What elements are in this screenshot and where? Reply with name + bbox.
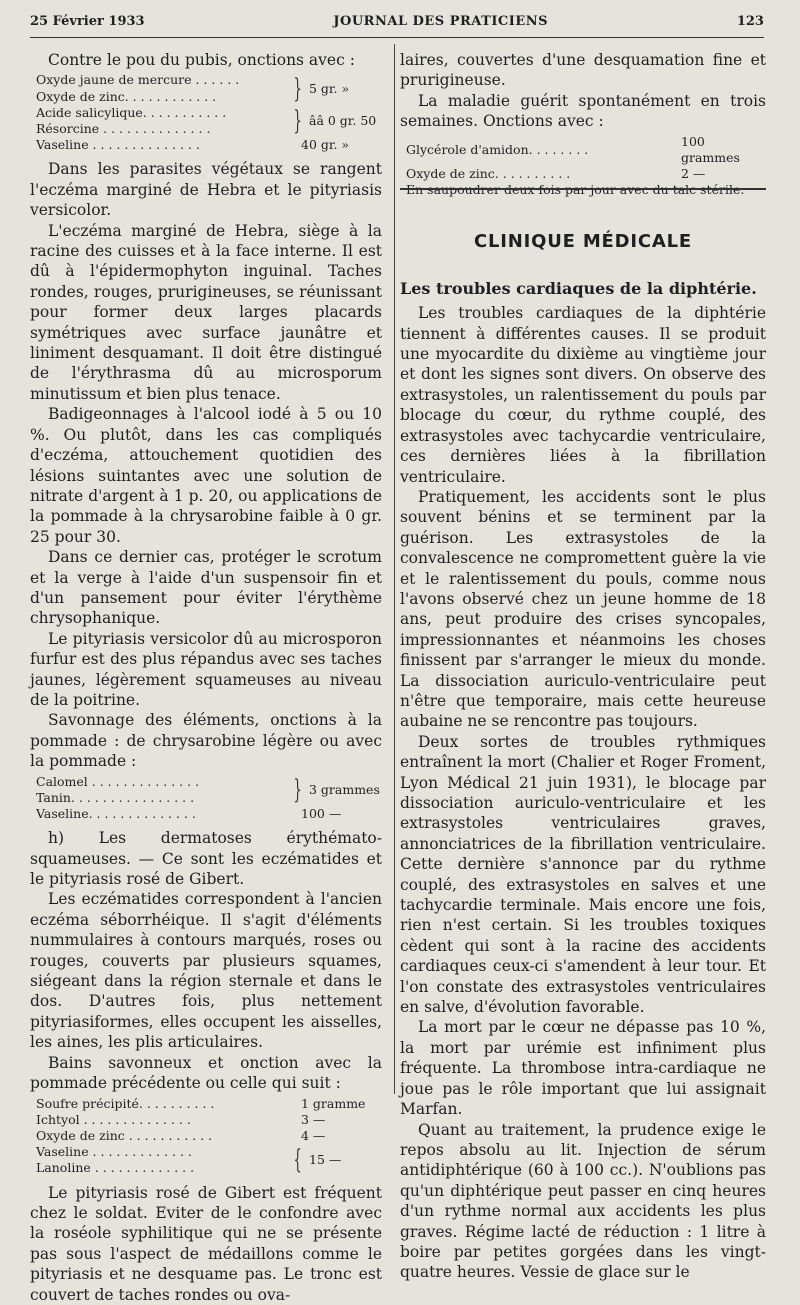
formula-dose: 2 — xyxy=(681,166,706,182)
formula-ingredient: Soufre précipité. . . . . . . . . . xyxy=(36,1095,215,1111)
formula-ingredient: Oxyde de zinc . . . . . . . . . . . xyxy=(36,1127,213,1143)
header-rule xyxy=(30,37,764,38)
header-page-number: 123 xyxy=(736,14,764,29)
paragraph: Deux sortes de troubles rythmiques entraînent la mort (Chalier et Roger Froment, Lyon Médical 21 juin 1931), le blocage par dissociation auriculo-ventriculaire et les extrasystoles ventriculaires graves, annonciatrices de la fibrillation ventriculaire. Cette dernière s'annonce par du rythme couplé, des extrasystoles en salves et une tachycardie terminale. Mais encore une fois, rien n'est certain. Si les troubles toxiques cèdent qui sont à la racine des accidents cardiaques ceux-ci s'amendent à leur tour. Et l'on constate des extrasystoles ventriculaires en salve, d'évolution favorable. xyxy=(400,732,766,1017)
formula-ingredient: Résorcine . . . . . . . . . . . . . . xyxy=(36,121,211,137)
paragraph: Dans les parasites végétaux se rangent l'eczéma marginé de Hebra et le pityriasis versicolor. xyxy=(30,160,382,220)
formula-dose: 5 gr. » xyxy=(309,80,350,96)
paragraph: Le pityriasis versicolor dû au microsporon furfur est des plus répandus avec ses taches jaunes, légèrement squameuses au niveau de la poitrine. xyxy=(30,629,382,709)
page-header xyxy=(30,14,764,36)
formula-dose: 100 grammes xyxy=(681,133,740,165)
paragraph: Quant au traitement, la prudence exige le repos absolu au lit. Injection de sérum antidiphtérique (60 à 100 cc.). N'oublions pas qu'un diphtérique peut passer en cinq heures d'un rythme normal aux accidents les plus graves. Régime lacté de réduction : 1 litre à boire par petites gorgées dans les vingt-quatre heures. Vessie de glace sur le xyxy=(400,1120,766,1282)
formula-ingredient: Oxyde jaune de mercure . . . . . . xyxy=(36,72,240,88)
formula-group xyxy=(36,774,382,806)
paragraph: Contre le pou du pubis, onctions avec : xyxy=(48,51,355,69)
formula-row xyxy=(36,806,382,822)
prescription-formula xyxy=(36,774,382,823)
paragraph: Badigeonnages à l'alcool iodé à 5 ou 10 %. Ou plutôt, dans les cas compliqués d'eczéma, attouchement quotidien des lésions suintantes avec une solution de nitrate d'argent à 1 p. 20, ou applications de la pommade à la chrysarobine faible à 0 gr. 25 pour 30. xyxy=(30,405,382,546)
paragraph: Dans ce dernier cas, protéger le scrotum et la verge à l'aide d'un suspensoir fin et d'un pansement pour éviter l'érythème chrysophanique. xyxy=(30,548,382,628)
formula-ingredient: Tanin. . . . . . . . . . . . . . . . xyxy=(36,789,195,805)
header-date: 25 Février 1933 xyxy=(30,14,145,29)
formula-ingredient: Vaseline . . . . . . . . . . . . . . xyxy=(36,137,200,153)
formula-dose: 15 — xyxy=(309,1152,342,1168)
brace: } xyxy=(293,106,302,137)
paragraph: Savonnage des éléments, onctions à la pommade : de chrysarobine légère ou avec la pommade : xyxy=(30,711,382,771)
brace: } xyxy=(293,73,302,104)
column-divider xyxy=(394,44,395,1094)
formula-group xyxy=(36,72,382,104)
formula-ingredient: Calomel . . . . . . . . . . . . . . xyxy=(36,773,200,789)
paragraph: h) Les dermatoses érythémato-squameuses. — Ce sont les eczématides et le pityriasis rosé de Gibert. xyxy=(30,829,382,889)
formula-note: En saupoudrer deux fois par jour avec du talc stérile. xyxy=(406,182,745,198)
formula-dose: 3 — xyxy=(301,1111,326,1127)
formula-dose: 40 gr. » xyxy=(301,137,350,153)
formula-dose: 4 — xyxy=(301,1127,326,1143)
paragraph: La mort par le cœur ne dépasse pas 10 %, la mort par urémie est infiniment plus fréquente. La thrombose intra-cardiaque ne joue pas le rôle important que lui assignait Marfan. xyxy=(400,1018,766,1119)
paragraph: L'eczéma marginé de Hebra, siège à la racine des cuisses et à la face interne. Il est dû à l'épidermophyton inguinal. Taches rondes, rouges, prurigineuses, se réunissant pour former deux larges placards symétriques avec surface jaunâtre et liniment desquamant. Il doit être distingué de l'érythrasma dû au microsporum minutissum et bien plus tenace. xyxy=(30,221,382,403)
paragraph: Le pityriasis rosé de Gibert est fréquent chez le soldat. Eviter de le confondre avec la roséole syphilitique qui ne se présente pas sous l'aspect de médaillons comme le pityriasis et ne desquame pas. Le tronc est couvert de taches rondes ou ova- xyxy=(30,1183,382,1304)
brace: } xyxy=(293,774,302,805)
formula-ingredient: Lanoline . . . . . . . . . . . . . xyxy=(36,1160,195,1176)
right-column xyxy=(400,50,766,1283)
header-journal-title: JOURNAL DES PRATICIENS xyxy=(333,14,549,29)
formula-group xyxy=(36,105,382,137)
paragraph: Les eczématides correspondent à l'ancien eczéma séborrhéique. Il s'agit d'éléments nummulaires à contours marqués, roses ou rouges, couverts par plusieurs squames, siégeant dans la région sternale et dans le dos. D'autres fois, plus nettement pityriasiformes, elles occupent les aisselles, les aines, les plis articulaires. xyxy=(30,890,382,1052)
formula-ingredient: Acide salicylique. . . . . . . . . . . xyxy=(36,104,227,120)
brace: { xyxy=(293,1145,302,1176)
formula-dose: 100 — xyxy=(301,806,342,822)
formula-row xyxy=(36,1128,382,1144)
formula-ingredient: Glycérole d'amidon. . . . . . . . xyxy=(406,141,589,157)
paragraph: Les troubles cardiaques de la diphtérie tiennent à différentes causes. Il se produit une myocardite du dixième au vingtième jour et dont les signes sont divers. On observe des extrasystoles, un ralentissement du pouls par blocage du cœur, du rythme couplé, des extrasystoles avec tachycardie ventriculaire, ces dernières liées à la fibrillation ventriculaire. xyxy=(400,304,766,486)
formula-dose: 3 grammes xyxy=(309,781,380,797)
section-rule xyxy=(400,188,766,190)
paragraph: La maladie guérit spontanément en trois semaines. Onctions avec : xyxy=(400,91,766,131)
formula-ingredient: Vaseline. . . . . . . . . . . . . . xyxy=(36,806,196,822)
formula-row xyxy=(406,166,766,182)
article-title: Les troubles cardiaques de la diphtérie. xyxy=(400,278,757,298)
formula-dose: 1 gramme xyxy=(301,1095,366,1111)
paragraph: Bains savonneux et onction avec la pommade précédente ou celle qui suit : xyxy=(30,1053,382,1093)
formula-row xyxy=(36,1112,382,1128)
left-column xyxy=(30,50,382,1305)
formula-ingredient: Ichtyol . . . . . . . . . . . . . . xyxy=(36,1111,191,1127)
prescription-formula xyxy=(36,1096,382,1177)
section-title: CLINIQUE MÉDICALE xyxy=(474,231,692,253)
prescription-formula xyxy=(36,72,382,153)
formula-row xyxy=(406,134,766,166)
paragraph: Pratiquement, les accidents sont le plus souvent bénins et se terminent par la guérison. Les extrasystoles de la convalescence ne compromettent guère la vie et le ralentissement du pouls, comme nous l'avons observé chez un jeune homme de 18 ans, peut produire des crises syncopales, impressionnantes et néanmoins les choses finissent par s'arranger le mieux du monde. La dissociation auriculo-ventriculaire peut n'être que temporaire, mais cette heureuse aubaine ne se rencontre pas toujours. xyxy=(400,487,766,731)
formula-ingredient: Vaseline . . . . . . . . . . . . . xyxy=(36,1144,192,1160)
paragraph: laires, couvertes d'une desquamation fine et prurigineuse. xyxy=(400,51,766,90)
formula-ingredient: Oxyde de zinc. . . . . . . . . . . . xyxy=(36,88,217,104)
formula-dose: ââ 0 gr. 50 xyxy=(309,112,377,128)
formula-row xyxy=(36,1096,382,1112)
formula-row xyxy=(36,137,382,153)
formula-group xyxy=(36,1144,382,1176)
formula-ingredient: Oxyde de zinc. . . . . . . . . . xyxy=(406,166,571,182)
